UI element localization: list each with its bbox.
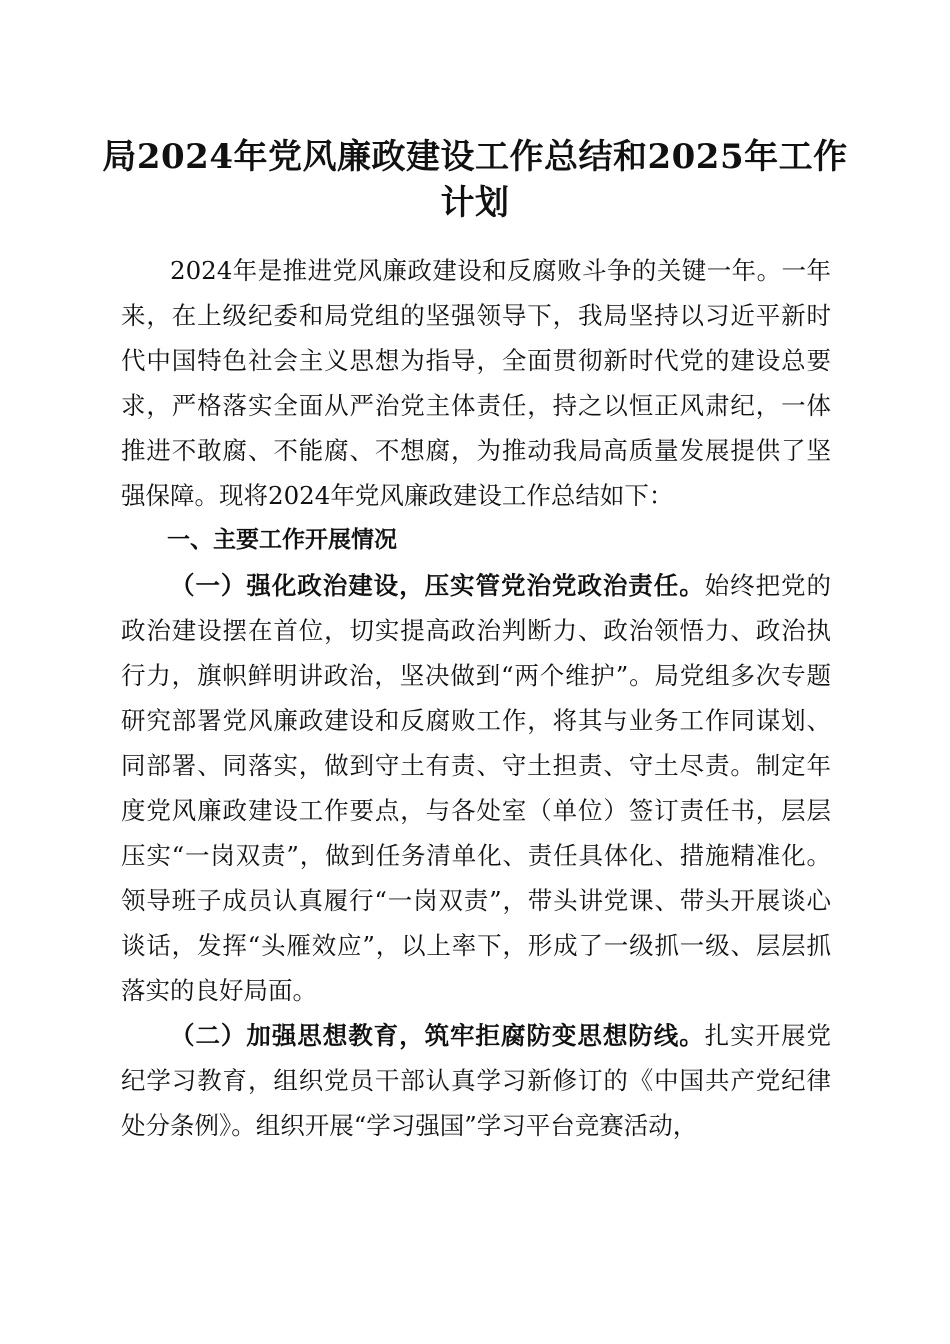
item-2-body: 扎实开展党纪学习教育，组织党员干部认真学习新修订的《中国共产党纪律处分条例》。组织开展“学习强国”学习平台竞赛活动，	[121, 1021, 832, 1140]
intro-paragraph: 2024年是推进党风廉政建设和反腐败斗争的关键一年。一年来，在上级纪委和局党组的坚强领导下，我局坚持以习近平新时代中国特色社会主义思想为指导，全面贯彻新时代党的建设总要求，严格落实全面从严治党主体责任，持之以恒正风肃纪，一体推进不敢腐、不能腐、不想腐，为推动我局高质量发展提供了坚强保障。现将2024年党风廉政建设工作总结如下：	[121, 256, 831, 510]
item-1-paragraph	[121, 563, 831, 1013]
item-1-heading: （一）强化政治建设，压实管党治党政治责任。	[170, 571, 705, 600]
item-1-body: 始终把党的政治建设摆在首位，切实提高政治判断力、政治领悟力、政治执行力，旗帜鲜明讲政治，坚决做到“两个维护”。局党组多次专题研究部署党风廉政建设和反腐败工作，将其与业务工作同谋划、同部署、同落实，做到守土有责、守土担责、守土尽责。制定年度党风廉政建设工作要点，与各处室（单位）签订责任书，层层压实“一岗双责”，做到任务清单化、责任具体化、措施精准化。领导班子成员认真履行“一岗双责”，带头讲党课、带头开展谈心谈话，发挥“头雁效应”，以上率下，形成了一级抓一级、层层抓落实的良好局面。	[121, 571, 832, 1005]
document-body	[121, 248, 831, 1148]
document-title: 局2024年党风廉政建设工作总结和2025年工作计划	[102, 137, 848, 223]
item-2-paragraph	[121, 1013, 831, 1148]
section-heading: 一、主要工作开展情况	[167, 527, 397, 553]
item-2-heading: （二）加强思想教育，筑牢拒腐防变思想防线。	[170, 1021, 705, 1050]
